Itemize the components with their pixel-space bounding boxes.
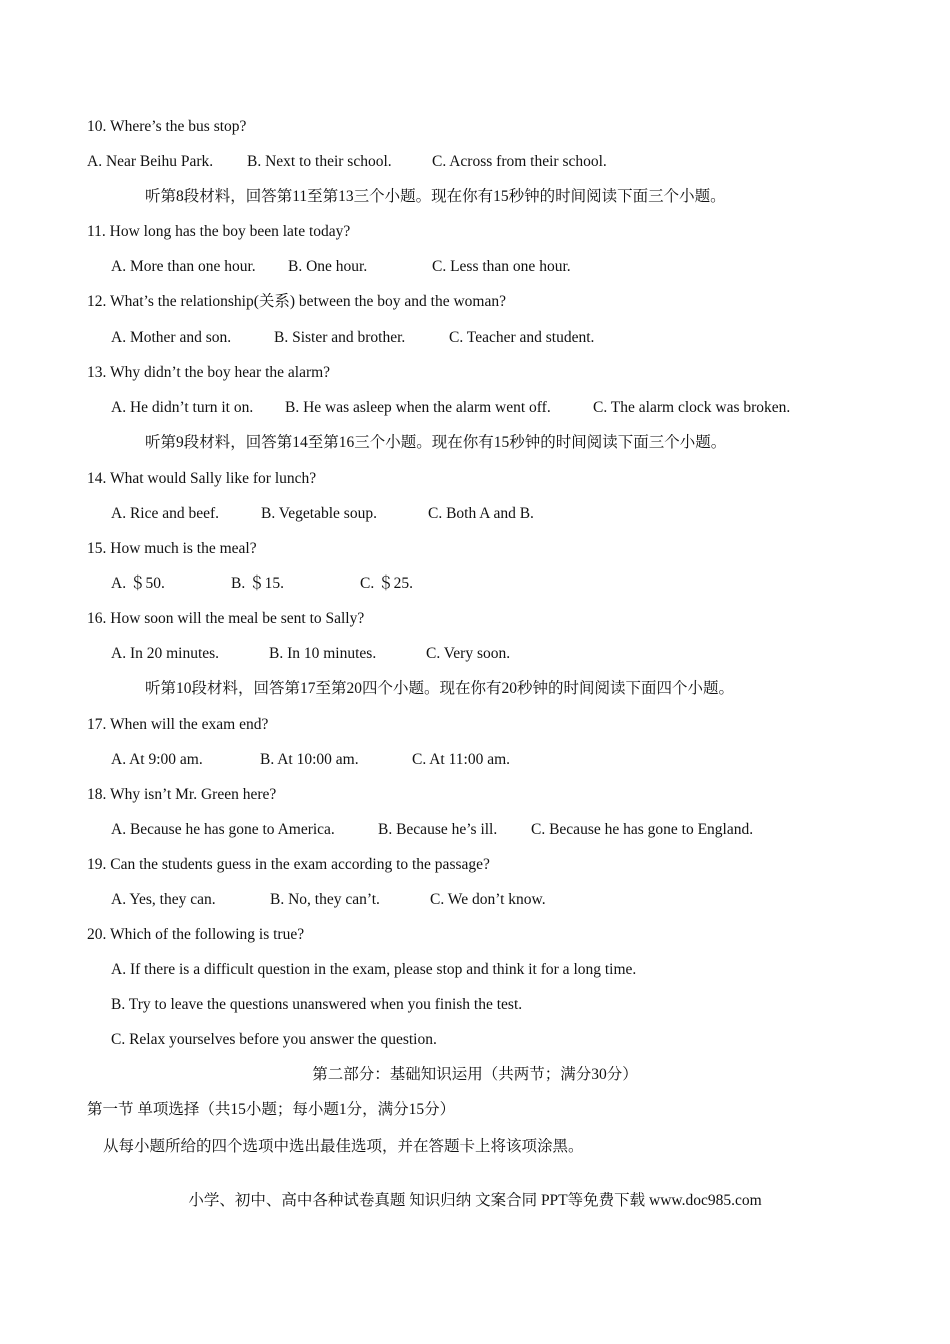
option-b: B. Sister and brother. <box>274 329 406 346</box>
option-c: C. Relax yourselves before you answer the question. <box>111 1031 437 1048</box>
options-16 <box>111 644 911 664</box>
options-12 <box>111 328 911 348</box>
part-two-title: 第二部分：基础知识运用（共两节；满分30分） <box>312 1066 638 1083</box>
question-13: 13. Why didn’t the boy hear the alarm? <box>87 364 331 381</box>
option-a: A. In 20 minutes. <box>111 645 220 662</box>
segment-instruction-8: 听第8段材料，回答第11至第13三个小题。现在你有15秒钟的时间阅读下面三个小题。 <box>145 188 726 205</box>
section-one-heading: 第一节 单项选择（共15小题；每小题1分，满分15分） <box>87 1101 456 1118</box>
option-b: B. ＄15. <box>231 575 284 592</box>
option-b: B. He was asleep when the alarm went off. <box>285 399 551 416</box>
option-a: A. Yes, they can. <box>111 891 216 908</box>
option-a: A. More than one hour. <box>111 258 256 275</box>
option-a: A. Because he has gone to America. <box>111 821 335 838</box>
option-c: C. ＄25. <box>360 575 413 592</box>
options-19 <box>111 890 911 910</box>
option-a: A. At 9:00 am. <box>111 751 203 768</box>
option-a: A. If there is a difficult question in the exam, please stop and think it for a long time. <box>111 961 637 978</box>
question-14: 14. What would Sally like for lunch? <box>87 470 317 487</box>
options-14 <box>111 504 911 524</box>
option-c: C. Very soon. <box>426 645 511 662</box>
option-a: A. He didn’t turn it on. <box>111 399 254 416</box>
option-c: C. The alarm clock was broken. <box>593 399 791 416</box>
option-b: B. No, they can’t. <box>270 891 380 908</box>
segment-instruction-9: 听第9段材料，回答第14至第16三个小题。现在你有15秒钟的时间阅读下面三个小题。 <box>145 434 727 451</box>
segment-instruction-10: 听第10段材料，回答第17至第20四个小题。现在你有20秒钟的时间阅读下面四个小题。 <box>145 680 735 697</box>
option-c: C. At 11:00 am. <box>412 751 511 768</box>
option-b: B. One hour. <box>288 258 368 275</box>
option-a: A. Near Beihu Park. <box>87 153 214 170</box>
option-b: B. In 10 minutes. <box>269 645 377 662</box>
options-17 <box>111 750 911 770</box>
question-19: 19. Can the students guess in the exam according to the passage? <box>87 856 490 873</box>
question-16: 16. How soon will the meal be sent to Sally? <box>87 610 365 627</box>
question-17: 17. When will the exam end? <box>87 716 269 733</box>
options-18 <box>111 820 911 840</box>
section-instruction: 从每小题所给的四个选项中选出最佳选项，并在答题卡上将该项涂黑。 <box>103 1138 584 1155</box>
option-c: C. Across from their school. <box>432 153 607 170</box>
question-10: 10. Where’s the bus stop? <box>87 118 247 135</box>
option-b: B. At 10:00 am. <box>260 751 359 768</box>
question-12: 12. What’s the relationship(关系) between the boy and the woman? <box>87 293 506 310</box>
option-a: A. Mother and son. <box>111 329 232 346</box>
option-b: B. Because he’s ill. <box>378 821 498 838</box>
option-c: C. Teacher and student. <box>449 329 595 346</box>
page-footer: 小学、初中、高中各种试卷真题 知识归纳 文案合同 PPT等免费下载 www.doc985.com <box>188 1192 762 1209</box>
question-11: 11. How long has the boy been late today? <box>87 223 351 240</box>
question-20: 20. Which of the following is true? <box>87 926 305 943</box>
options-15 <box>111 574 911 594</box>
option-b: B. Vegetable soup. <box>261 505 377 522</box>
options-13 <box>111 398 911 418</box>
option-b: B. Try to leave the questions unanswered when you finish the test. <box>111 996 523 1013</box>
option-b: B. Next to their school. <box>247 153 392 170</box>
question-15: 15. How much is the meal? <box>87 540 257 557</box>
option-c: C. Less than one hour. <box>432 258 571 275</box>
options-10 <box>87 152 887 172</box>
option-a: A. ＄50. <box>111 575 165 592</box>
option-c: C. Because he has gone to England. <box>531 821 754 838</box>
option-c: C. Both A and B. <box>428 505 534 522</box>
options-11 <box>111 257 911 277</box>
option-c: C. We don’t know. <box>430 891 546 908</box>
option-a: A. Rice and beef. <box>111 505 220 522</box>
question-18: 18. Why isn’t Mr. Green here? <box>87 786 277 803</box>
